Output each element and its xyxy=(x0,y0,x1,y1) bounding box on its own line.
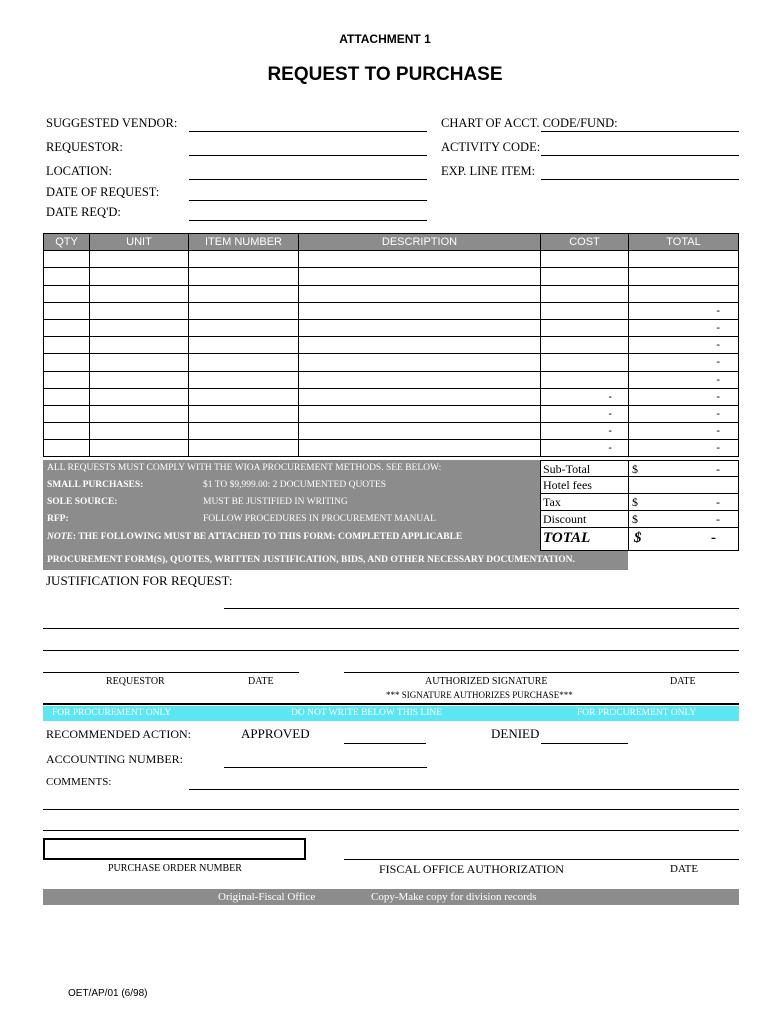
table-row xyxy=(44,251,739,268)
description-cell[interactable] xyxy=(299,371,541,388)
cost-cell[interactable] xyxy=(541,251,629,268)
unit-cell[interactable] xyxy=(90,423,189,440)
date-caption-2: DATE xyxy=(670,676,696,687)
total-cell[interactable] xyxy=(629,285,739,302)
requestor-field[interactable] xyxy=(189,155,427,156)
procurement-only-left: FOR PROCUREMENT ONLY xyxy=(52,708,172,718)
total-cell[interactable]: - xyxy=(629,319,739,336)
note-label: NOTE xyxy=(47,532,73,542)
table-row xyxy=(44,285,739,302)
authorized-signature-caption: AUTHORIZED SIGNATURE xyxy=(425,676,548,687)
qty-cell[interactable] xyxy=(44,388,90,405)
suggested-vendor-label: SUGGESTED VENDOR: xyxy=(46,116,178,130)
chart-of-acct-label: CHART OF ACCT. CODE/FUND: xyxy=(441,116,618,130)
note-text: : THE FOLLOWING MUST BE ATTACHED TO THIS FORM: COMPLETED APPLICABLE xyxy=(72,532,463,542)
copy-division-text: Copy-Make copy for division records xyxy=(371,891,537,903)
sole-source-label: SOLE SOURCE: xyxy=(47,497,118,507)
cost-cell[interactable] xyxy=(541,285,629,302)
unit-cell[interactable] xyxy=(90,337,189,354)
comments-label: COMMENTS: xyxy=(46,776,112,788)
all-requests-text: ALL REQUESTS MUST COMPLY WITH THE WIOA PROCUREMENT METHODS. SEE BELOW: xyxy=(47,463,442,473)
total-label: TOTAL xyxy=(543,530,591,546)
cost-cell[interactable] xyxy=(541,371,629,388)
total-cell[interactable] xyxy=(629,268,739,285)
cost-cell[interactable]: - xyxy=(541,440,629,457)
description-cell[interactable] xyxy=(299,268,541,285)
activity-code-field[interactable] xyxy=(541,155,739,156)
subtotal-label: Sub-Total xyxy=(543,462,591,476)
procurement-divider xyxy=(43,703,739,705)
unit-cell[interactable] xyxy=(90,285,189,302)
location-field[interactable] xyxy=(189,179,427,180)
justification-line-3[interactable] xyxy=(43,650,739,651)
sole-source-text: MUST BE JUSTIFIED IN WRITING xyxy=(203,497,348,507)
items-table xyxy=(43,233,739,457)
qty-cell[interactable] xyxy=(44,354,90,371)
requestor-signature-line[interactable] xyxy=(43,672,299,673)
total-currency: $ xyxy=(634,530,642,546)
cost-cell[interactable]: - xyxy=(541,388,629,405)
item-number-cell[interactable] xyxy=(189,405,299,422)
subtotal-value: - xyxy=(716,462,720,476)
cost-header: COST xyxy=(541,234,629,251)
unit-cell[interactable] xyxy=(90,371,189,388)
discount-value: - xyxy=(716,512,720,526)
qty-cell[interactable] xyxy=(44,423,90,440)
unit-cell[interactable] xyxy=(90,388,189,405)
description-cell[interactable] xyxy=(299,354,541,371)
qty-cell[interactable] xyxy=(44,337,90,354)
original-fiscal-text: Original-Fiscal Office xyxy=(218,891,316,903)
suggested-vendor-field[interactable] xyxy=(189,131,427,132)
purchase-order-number-box[interactable] xyxy=(43,838,306,860)
subtotal-currency: $ xyxy=(632,462,638,476)
table-header-row xyxy=(44,234,739,251)
cost-cell[interactable] xyxy=(541,319,629,336)
total-cell[interactable]: - xyxy=(629,405,739,422)
unit-cell[interactable] xyxy=(90,251,189,268)
total-cell[interactable]: - xyxy=(629,423,739,440)
description-cell[interactable] xyxy=(299,440,541,457)
qty-cell[interactable] xyxy=(44,319,90,336)
exp-line-item-field[interactable] xyxy=(541,179,739,180)
tax-currency: $ xyxy=(632,495,638,509)
discount-currency: $ xyxy=(632,512,638,526)
item-number-cell[interactable] xyxy=(189,268,299,285)
cost-cell[interactable] xyxy=(541,268,629,285)
total-cell[interactable]: - xyxy=(629,388,739,405)
date-reqd-field[interactable] xyxy=(189,220,427,221)
justification-line-2[interactable] xyxy=(43,628,739,629)
total-cell[interactable]: - xyxy=(629,302,739,319)
item-number-cell[interactable] xyxy=(189,251,299,268)
exp-line-item-label: EXP. LINE ITEM: xyxy=(441,164,536,178)
item-number-cell[interactable] xyxy=(189,302,299,319)
small-purchases-label: SMALL PURCHASES: xyxy=(47,480,144,490)
qty-cell[interactable] xyxy=(44,285,90,302)
small-purchases-text: $1 TO $9,999.00: 2 DOCUMENTED QUOTES xyxy=(203,480,387,490)
requestor-label: REQUESTOR: xyxy=(46,140,123,154)
cost-cell[interactable] xyxy=(541,302,629,319)
table-row xyxy=(44,423,739,440)
description-cell[interactable] xyxy=(299,251,541,268)
purchase-order-number-caption: PURCHASE ORDER NUMBER xyxy=(108,863,242,874)
hotel-fees-label: Hotel fees xyxy=(543,478,592,492)
description-cell[interactable] xyxy=(299,337,541,354)
fiscal-authorization-line[interactable] xyxy=(344,859,739,860)
unit-cell[interactable] xyxy=(90,405,189,422)
totals-rule xyxy=(540,493,739,494)
table-row xyxy=(44,302,739,319)
totals-divider xyxy=(628,460,629,551)
comments-line-1[interactable] xyxy=(189,789,739,790)
date-reqd-label: DATE REQ'D: xyxy=(46,205,121,219)
date-of-request-label: DATE OF REQUEST: xyxy=(46,185,160,199)
table-row xyxy=(44,440,739,457)
table-row xyxy=(44,371,739,388)
comments-line-3[interactable] xyxy=(43,830,739,831)
page-title: REQUEST TO PURCHASE xyxy=(267,64,503,85)
item-number-cell[interactable] xyxy=(189,388,299,405)
qty-cell[interactable] xyxy=(44,371,90,388)
justification-label: JUSTIFICATION FOR REQUEST: xyxy=(46,573,233,588)
fiscal-date-caption: DATE xyxy=(670,863,699,875)
item-number-cell[interactable] xyxy=(189,337,299,354)
description-header: DESCRIPTION xyxy=(299,234,541,251)
date-caption-1: DATE xyxy=(248,676,274,687)
activity-code-label: ACTIVITY CODE: xyxy=(441,140,541,154)
item-number-cell[interactable] xyxy=(189,285,299,302)
note-text-2: PROCUREMENT FORM(S), QUOTES, WRITTEN JUSTIFICATION, BIDS, AND OTHER NECESSARY DOCUMENTATION. xyxy=(47,555,575,565)
authorizes-purchase-note: *** SIGNATURE AUTHORIZES PURCHASE*** xyxy=(386,690,573,700)
table-row xyxy=(44,354,739,371)
recommended-action-label: RECOMMENDED ACTION: xyxy=(46,727,192,741)
item-number-header: ITEM NUMBER xyxy=(189,234,299,251)
attachment-label: ATTACHMENT 1 xyxy=(339,32,431,46)
qty-cell[interactable] xyxy=(44,268,90,285)
total-header: TOTAL xyxy=(629,234,739,251)
tax-value: - xyxy=(716,495,720,509)
item-number-cell[interactable] xyxy=(189,423,299,440)
totals-rule xyxy=(540,527,739,528)
cost-cell[interactable]: - xyxy=(541,405,629,422)
description-cell[interactable] xyxy=(299,285,541,302)
approved-field[interactable] xyxy=(344,743,426,744)
unit-cell[interactable] xyxy=(90,319,189,336)
chart-of-acct-field[interactable] xyxy=(541,131,739,132)
table-row xyxy=(44,337,739,354)
denied-label: DENIED xyxy=(491,726,540,741)
accounting-number-field[interactable] xyxy=(224,767,427,768)
qty-cell[interactable] xyxy=(44,440,90,457)
cost-cell[interactable] xyxy=(541,337,629,354)
total-cell[interactable]: - xyxy=(629,337,739,354)
cost-cell[interactable] xyxy=(541,354,629,371)
discount-label: Discount xyxy=(543,512,587,526)
description-cell[interactable] xyxy=(299,302,541,319)
date-of-request-field[interactable] xyxy=(189,200,427,201)
accounting-number-label: ACCOUNTING NUMBER: xyxy=(46,752,184,766)
table-row xyxy=(44,268,739,285)
denied-field[interactable] xyxy=(541,743,628,744)
description-cell[interactable] xyxy=(299,319,541,336)
totals-rule xyxy=(540,510,739,511)
unit-cell[interactable] xyxy=(90,302,189,319)
total-cell[interactable]: - xyxy=(629,440,739,457)
table-row xyxy=(44,388,739,405)
item-number-cell[interactable] xyxy=(189,354,299,371)
unit-cell[interactable] xyxy=(90,354,189,371)
unit-header: UNIT xyxy=(90,234,189,251)
qty-cell[interactable] xyxy=(44,302,90,319)
description-cell[interactable] xyxy=(299,388,541,405)
item-number-cell[interactable] xyxy=(189,440,299,457)
qty-cell[interactable] xyxy=(44,405,90,422)
form-id: OET/AP/01 (6/98) xyxy=(68,988,148,999)
location-label: LOCATION: xyxy=(46,164,112,178)
comments-line-2[interactable] xyxy=(43,809,739,810)
rfp-label: RFP: xyxy=(47,514,69,524)
total-value: - xyxy=(711,530,716,546)
requestor-caption: REQUESTOR xyxy=(106,676,165,687)
justification-line-1[interactable] xyxy=(224,608,739,609)
rfp-text: FOLLOW PROCEDURES IN PROCUREMENT MANUAL xyxy=(203,514,436,524)
item-number-cell[interactable] xyxy=(189,319,299,336)
approved-label: APPROVED xyxy=(241,726,310,741)
total-cell[interactable]: - xyxy=(629,371,739,388)
table-row xyxy=(44,405,739,422)
cost-cell[interactable]: - xyxy=(541,423,629,440)
fiscal-office-authorization-caption: FISCAL OFFICE AUTHORIZATION xyxy=(379,862,564,876)
do-not-write-text: DO NOT WRITE BELOW THIS LINE xyxy=(291,708,443,718)
authorized-signature-line[interactable] xyxy=(344,672,739,673)
qty-cell[interactable] xyxy=(44,251,90,268)
item-number-cell[interactable] xyxy=(189,371,299,388)
procurement-only-right: FOR PROCUREMENT ONLY xyxy=(577,708,697,718)
tax-label: Tax xyxy=(543,495,561,509)
table-row xyxy=(44,319,739,336)
description-cell[interactable] xyxy=(299,405,541,422)
unit-cell[interactable] xyxy=(90,440,189,457)
qty-header: QTY xyxy=(44,234,90,251)
unit-cell[interactable] xyxy=(90,268,189,285)
total-cell[interactable]: - xyxy=(629,354,739,371)
description-cell[interactable] xyxy=(299,423,541,440)
total-cell[interactable] xyxy=(629,251,739,268)
